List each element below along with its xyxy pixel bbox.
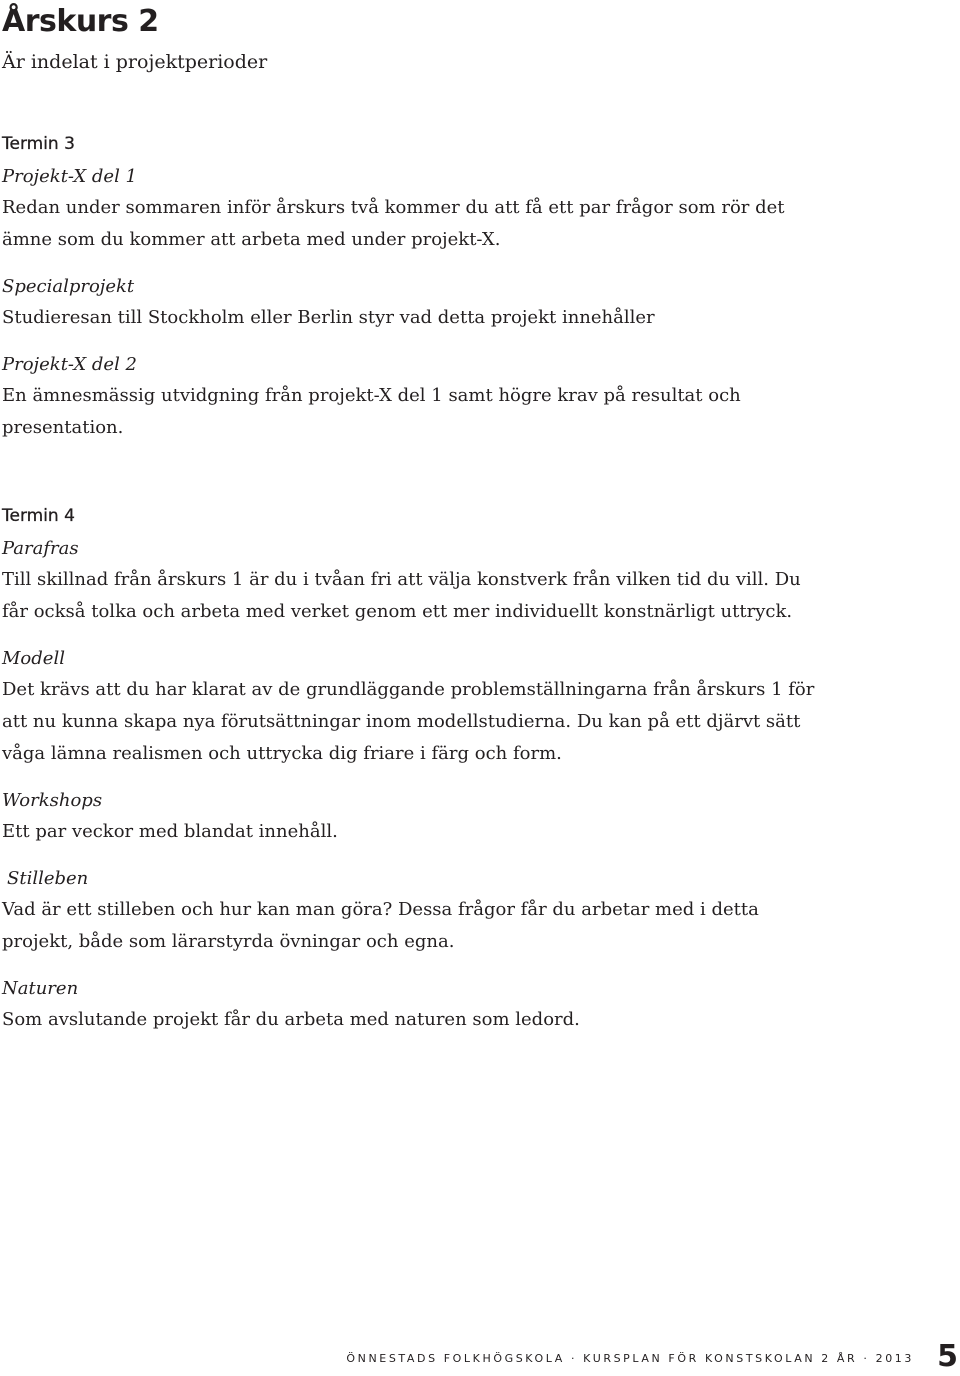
term-3-heading: Termin 3 [2, 134, 75, 154]
section-projekt-x-del-1 [2, 164, 785, 256]
document-page [2, 0, 942, 76]
section-title: Stilleben [7, 868, 89, 889]
section-text-line: Studieresan till Stockholm eller Berlin styr vad detta projekt innehåller [2, 307, 655, 328]
section-text-line: får också tolka och arbeta med verket genom ett mer individuellt konstnärligt uttryck. [2, 601, 793, 622]
section-text-line: En ämnesmässig utvidgning från projekt-X del 1 samt högre krav på resultat och [2, 385, 741, 406]
page-footer: ÖNNESTADS FOLKHÖGSKOLA · KURSPLAN FÖR KONSTSKOLAN 2 ÅR · 2013 [346, 1352, 914, 1365]
page-title: Årskurs 2 [2, 4, 159, 39]
section-naturen [2, 976, 814, 1036]
section-title: Modell [2, 648, 65, 669]
section-parafras [2, 536, 814, 628]
section-text-line: presentation. [2, 417, 124, 438]
section-text-line: ämne som du kommer att arbeta med under projekt-X. [2, 229, 501, 250]
section-text-line: våga lämna realismen och uttrycka dig friare i färg och form. [2, 743, 562, 764]
section-specialprojekt [2, 274, 785, 334]
section-text-line: projekt, både som lärarstyrda övningar och egna. [2, 931, 455, 952]
section-title: Naturen [2, 978, 79, 999]
section-projekt-x-del-2 [2, 352, 785, 444]
section-title: Parafras [2, 538, 79, 559]
page-subtitle: Är indelat i projektperioder [2, 51, 268, 73]
section-text-line: Till skillnad från årskurs 1 är du i tvåan fri att välja konstverk från vilken tid du vill. Du [2, 569, 801, 590]
section-title: Workshops [2, 790, 103, 811]
section-text-line: Som avslutande projekt får du arbeta med naturen som ledord. [2, 1009, 580, 1030]
section-text-line: Det krävs att du har klarat av de grundläggande problemställningarna från årskurs 1 för [2, 679, 815, 700]
section-text-line: Ett par veckor med blandat innehåll. [2, 821, 338, 842]
section-text-line: Redan under sommaren inför årskurs två kommer du att få ett par frågor som rör det [2, 197, 785, 218]
section-modell [2, 646, 814, 770]
term-4-block [2, 503, 814, 1036]
section-title: Specialprojekt [2, 276, 135, 297]
section-workshops [2, 788, 814, 848]
section-title: Projekt-X del 2 [2, 354, 138, 375]
section-title: Projekt-X del 1 [2, 166, 138, 187]
term-4-heading: Termin 4 [2, 506, 75, 526]
page-number: 5 [937, 1339, 958, 1374]
term-3-block [2, 131, 785, 444]
section-text-line: Vad är ett stilleben och hur kan man göra? Dessa frågor får du arbetar med i detta [2, 899, 759, 920]
section-text-line: att nu kunna skapa nya förutsättningar inom modellstudierna. Du kan på ett djärvt sätt [2, 711, 801, 732]
section-stilleben [2, 866, 814, 958]
